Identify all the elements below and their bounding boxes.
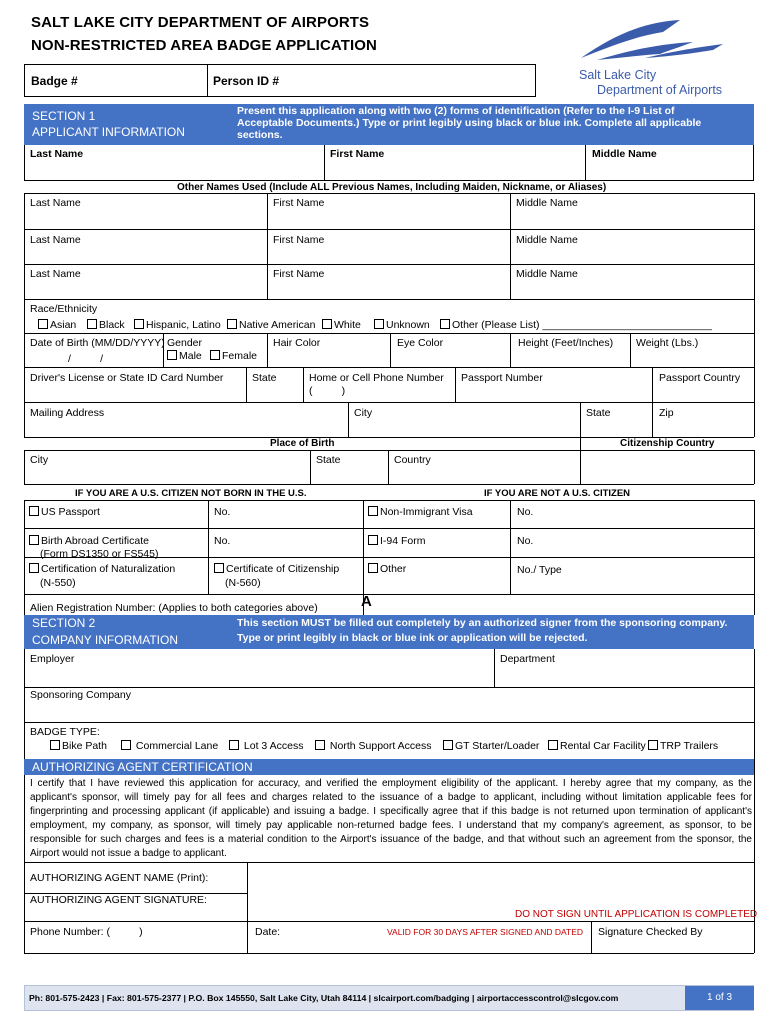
phone-parens: ( ) xyxy=(309,385,346,397)
passport-country-field[interactable] xyxy=(654,384,753,401)
badge-number-label: Badge # xyxy=(31,74,78,88)
signature-checked-field[interactable] xyxy=(593,937,753,952)
agent-signature-label: AUTHORIZING AGENT SIGNATURE: xyxy=(30,894,207,906)
checkbox-icon[interactable] xyxy=(121,740,131,750)
auth-title: AUTHORIZING AGENT CERTIFICATION xyxy=(32,760,253,774)
eye-color-field[interactable] xyxy=(392,349,509,366)
badge-type-gt-starter[interactable]: GT Starter/Loader xyxy=(443,740,539,752)
birth-city-field[interactable] xyxy=(26,466,309,483)
n560-label: (N-560) xyxy=(225,577,261,589)
birth-abroad-form: (Form DS1350 or FS545) xyxy=(40,548,159,560)
checkbox-icon[interactable] xyxy=(548,740,558,750)
alien-registration-label: Alien Registration Number: (Applies to both categories above) xyxy=(30,602,318,614)
alien-registration-field[interactable] xyxy=(380,596,752,614)
checkbox-icon[interactable] xyxy=(167,350,177,360)
signature-checked-label: Signature Checked By xyxy=(598,926,703,938)
birth-abroad-no-label: No. xyxy=(214,535,231,547)
mailing-city-label: City xyxy=(354,407,373,419)
agent-phone-label: Phone Number: ( ) xyxy=(30,926,143,938)
auth-header xyxy=(24,759,754,775)
checkbox-icon[interactable] xyxy=(87,319,97,329)
us-passport-no-label: No. xyxy=(214,506,231,518)
dl-state-label: State xyxy=(252,372,277,384)
badge-type-bike-path[interactable]: Bike Path xyxy=(50,740,107,752)
badge-number-field[interactable] xyxy=(86,66,204,95)
badge-type-rental-car[interactable]: Rental Car Facility xyxy=(548,740,646,752)
other-first-name-label-1: First Name xyxy=(273,197,325,209)
dob-label: Date of Birth (MM/DD/YYYY) xyxy=(30,337,165,349)
non-immigrant-visa-option[interactable]: Non-Immigrant Visa xyxy=(368,506,473,518)
other-last-name-label-3: Last Name xyxy=(30,268,81,280)
other-no-type-label: No./ Type xyxy=(517,564,562,576)
checkbox-icon[interactable] xyxy=(134,319,144,329)
passport-number-field[interactable] xyxy=(457,384,651,401)
other-last-name-label-2: Last Name xyxy=(30,234,81,246)
mailing-address-field[interactable] xyxy=(26,419,347,436)
other-last-name-field-1[interactable] xyxy=(26,209,266,228)
birth-country-label: Country xyxy=(394,454,431,466)
employer-label: Employer xyxy=(30,653,75,665)
agent-name-field[interactable] xyxy=(249,864,753,893)
badge-type-lot3[interactable]: Lot 3 Access xyxy=(229,740,303,752)
form-title-line2: NON-RESTRICTED AREA BADGE APPLICATION xyxy=(31,37,377,54)
department-label: Department xyxy=(500,653,555,665)
us-passport-no-field[interactable] xyxy=(232,502,361,527)
other-last-name-field-2[interactable] xyxy=(26,246,266,263)
dob-slashes: / / xyxy=(68,353,104,365)
mailing-address-label: Mailing Address xyxy=(30,407,105,419)
drivers-license-field[interactable] xyxy=(26,384,245,401)
birth-state-field[interactable] xyxy=(312,466,387,483)
gender-female-option[interactable]: Female xyxy=(210,350,257,362)
footer-contact: Ph: 801-575-2423 | Fax: 801-575-2377 | P.O. Box 145550, Salt Lake City, Utah 84114 | slcairport.com/badging | airportaccesscontrol@slcgov.com xyxy=(29,993,619,1003)
agent-name-label: AUTHORIZING AGENT NAME (Print): xyxy=(30,872,209,884)
form-title-line1: SALT LAKE CITY DEPARTMENT OF AIRPORTS xyxy=(31,14,370,31)
race-option-white[interactable]: White xyxy=(322,319,361,331)
zip-field[interactable] xyxy=(654,419,753,436)
hair-color-label: Hair Color xyxy=(273,337,321,349)
birth-city-label: City xyxy=(30,454,49,466)
agent-signature-field[interactable] xyxy=(249,894,753,908)
phone-field[interactable] xyxy=(305,384,454,401)
mailing-state-label: State xyxy=(586,407,611,419)
checkbox-icon[interactable] xyxy=(368,506,378,516)
checkbox-icon[interactable] xyxy=(368,535,378,545)
naturalization-option[interactable]: Certification of Naturalization xyxy=(29,563,175,575)
i94-form-option[interactable]: I-94 Form xyxy=(368,535,426,547)
passport-number-label: Passport Number xyxy=(461,372,543,384)
other-middle-name-field-1[interactable] xyxy=(512,209,753,228)
checkbox-icon[interactable] xyxy=(29,563,39,573)
height-field[interactable] xyxy=(512,349,629,366)
mailing-state-field[interactable] xyxy=(582,419,651,436)
footer-bar xyxy=(24,985,754,1011)
citizenship-cert-option[interactable]: Certificate of Citizenship xyxy=(214,563,339,575)
visa-no-label: No. xyxy=(517,506,534,518)
other-middle-name-label-1: Middle Name xyxy=(516,197,578,209)
weight-field[interactable] xyxy=(632,349,753,366)
n550-label: (N-550) xyxy=(40,577,76,589)
section1-title: SECTION 1 xyxy=(32,109,96,123)
section2-instructions: This section MUST be filled out completely by an authorized signer from the sponsoring company. Type or print legibly in black or blue ink or application will be rejected. xyxy=(237,617,728,644)
other-middle-name-label-2: Middle Name xyxy=(516,234,578,246)
agent-phone-field[interactable] xyxy=(26,923,246,952)
valid-for-notice: VALID FOR 30 DAYS AFTER SIGNED AND DATED xyxy=(387,927,584,937)
race-option-unknown[interactable]: Unknown xyxy=(374,319,430,331)
badge-type-trp-trailers[interactable]: TRP Trailers xyxy=(648,740,718,752)
race-option-hispanic[interactable]: Hispanic, Latino xyxy=(134,319,221,331)
logo-city: Salt Lake City xyxy=(579,68,657,82)
checkbox-icon[interactable] xyxy=(227,319,237,329)
passport-country-label: Passport Country xyxy=(659,372,741,384)
section2-title: SECTION 2 xyxy=(32,616,96,630)
logo-dept: Department of Airports xyxy=(597,83,723,97)
us-passport-option[interactable]: US Passport xyxy=(29,506,100,518)
section1-subtitle: APPLICANT INFORMATION xyxy=(32,125,185,139)
eye-color-label: Eye Color xyxy=(397,337,444,349)
race-option-black[interactable]: Black xyxy=(87,319,125,331)
sponsoring-company-field[interactable] xyxy=(26,701,753,721)
dl-state-field[interactable] xyxy=(248,384,302,401)
employer-field[interactable] xyxy=(26,665,493,686)
checkbox-icon[interactable] xyxy=(443,740,453,750)
middle-name-label: Middle Name xyxy=(592,148,657,160)
other-doc-option[interactable]: Other xyxy=(368,563,406,575)
i94-no-label: No. xyxy=(517,535,534,547)
department-field[interactable] xyxy=(496,665,753,686)
checkbox-icon[interactable] xyxy=(214,563,224,573)
other-middle-name-label-3: Middle Name xyxy=(516,268,578,280)
citizenship-country-field[interactable] xyxy=(582,452,753,483)
race-option-native-american[interactable]: Native American xyxy=(227,319,315,331)
section1-header xyxy=(24,104,754,145)
checkbox-icon[interactable] xyxy=(648,740,658,750)
hair-color-field[interactable] xyxy=(269,349,389,366)
other-last-name-field-3[interactable] xyxy=(26,280,266,298)
other-last-name-label-1: Last Name xyxy=(30,197,81,209)
citizenship-country-header: Citizenship Country xyxy=(620,438,715,449)
race-option-other[interactable]: Other (Please List) _____________________________ xyxy=(440,319,712,331)
section2-subtitle: COMPANY INFORMATION xyxy=(32,633,179,647)
section2-header xyxy=(24,615,754,649)
checkbox-icon[interactable] xyxy=(229,740,239,750)
other-first-name-field-2[interactable] xyxy=(269,246,509,263)
other-first-name-label-3: First Name xyxy=(273,268,325,280)
last-name-field[interactable] xyxy=(26,160,322,180)
badge-type-north-support[interactable]: North Support Access xyxy=(315,740,431,752)
other-first-name-label-2: First Name xyxy=(273,234,325,246)
weight-label: Weight (Lbs.) xyxy=(636,337,699,349)
visa-no-field[interactable] xyxy=(535,502,752,527)
agent-date-field[interactable] xyxy=(282,923,382,952)
page-number: 1 of 3 xyxy=(685,986,754,1010)
checkbox-icon[interactable] xyxy=(210,350,220,360)
other-first-name-field-1[interactable] xyxy=(269,209,509,228)
checkbox-icon[interactable] xyxy=(50,740,60,750)
checkbox-icon[interactable] xyxy=(29,535,39,545)
mailing-city-field[interactable] xyxy=(350,419,579,436)
certification-text: I certify that I have reviewed this application for accuracy, and verified the employment eligibility of the applicant. I hereby agree that my company, as the applicant's sponsor, will timely pay for all fees and charges related to the issuance of a badge to applicant, including without limitation applicable fees for fingerprinting and processing applicant (if applicable) and issuing a badge. I specifically agree that if this badge is not returned upon termination of applicant's employment, my company, as sponsor, will timely pay applicable non-returned badge fees. I understand that my company's agreement, as sponsor, to be responsible for such charges and fees is a material condition to the Airport's issuance of the badge, and that without such an agreement from the sponsor, the Airport would not issue a badge to applicant. xyxy=(30,778,752,860)
gender-male-option[interactable]: Male xyxy=(167,350,202,362)
agent-date-label: Date: xyxy=(255,926,281,938)
race-label: Race/Ethnicity xyxy=(30,303,98,315)
checkbox-icon[interactable] xyxy=(322,319,332,329)
us-citizen-header: IF YOU ARE A U.S. CITIZEN NOT BORN IN THE U.S. xyxy=(75,488,307,499)
drivers-license-label: Driver's License or State ID Card Number xyxy=(30,372,224,384)
other-no-type-field[interactable] xyxy=(512,576,752,593)
birth-abroad-no-field[interactable] xyxy=(232,530,361,556)
birth-abroad-option[interactable]: Birth Abroad Certificate xyxy=(29,535,149,547)
phone-label: Home or Cell Phone Number xyxy=(309,372,444,384)
section1-instructions: Present this application along with two (2) forms of identification (Refer to the I-9 List of Acceptable Documents.) Type or print legibly using black or blue ink. Complete all applicable sections. xyxy=(237,105,702,141)
badge-type-commercial-lane[interactable]: Commercial Lane xyxy=(121,740,218,752)
checkbox-icon[interactable] xyxy=(38,319,48,329)
gender-label: Gender xyxy=(167,337,203,349)
other-middle-name-field-3[interactable] xyxy=(512,280,753,298)
other-middle-name-field-2[interactable] xyxy=(512,246,753,263)
other-names-header: Other Names Used (Include ALL Previous Names, Including Maiden, Nickname, or Aliases) xyxy=(177,182,607,193)
airport-logo xyxy=(575,14,735,104)
airport-wing-icon xyxy=(575,14,735,74)
do-not-sign-warning: DO NOT SIGN UNTIL APPLICATION IS COMPLETED xyxy=(515,909,758,920)
dob-field[interactable] xyxy=(26,349,162,366)
middle-name-field[interactable] xyxy=(587,160,752,180)
alien-a-prefix: A xyxy=(361,593,372,610)
birth-state-label: State xyxy=(316,454,341,466)
height-label: Height (Feet/Inches) xyxy=(518,337,614,349)
person-id-field[interactable] xyxy=(290,66,534,95)
badge-type-label: BADGE TYPE: xyxy=(30,726,100,738)
checkbox-icon[interactable] xyxy=(315,740,325,750)
race-option-asian[interactable]: Asian xyxy=(38,319,76,331)
zip-label: Zip xyxy=(659,407,674,419)
birth-country-field[interactable] xyxy=(390,466,579,483)
person-id-label: Person ID # xyxy=(213,74,280,88)
checkbox-icon[interactable] xyxy=(29,506,39,516)
last-name-label: Last Name xyxy=(30,148,84,160)
checkbox-icon[interactable] xyxy=(368,563,378,573)
checkbox-icon[interactable] xyxy=(440,319,450,329)
checkbox-icon[interactable] xyxy=(374,319,384,329)
first-name-label: First Name xyxy=(330,148,385,160)
first-name-field[interactable] xyxy=(326,160,583,180)
i94-no-field[interactable] xyxy=(535,530,752,556)
non-citizen-header: IF YOU ARE NOT A U.S. CITIZEN xyxy=(484,488,631,499)
other-first-name-field-3[interactable] xyxy=(269,280,509,298)
place-of-birth-header: Place of Birth xyxy=(270,438,335,449)
sponsoring-company-label: Sponsoring Company xyxy=(30,689,131,701)
